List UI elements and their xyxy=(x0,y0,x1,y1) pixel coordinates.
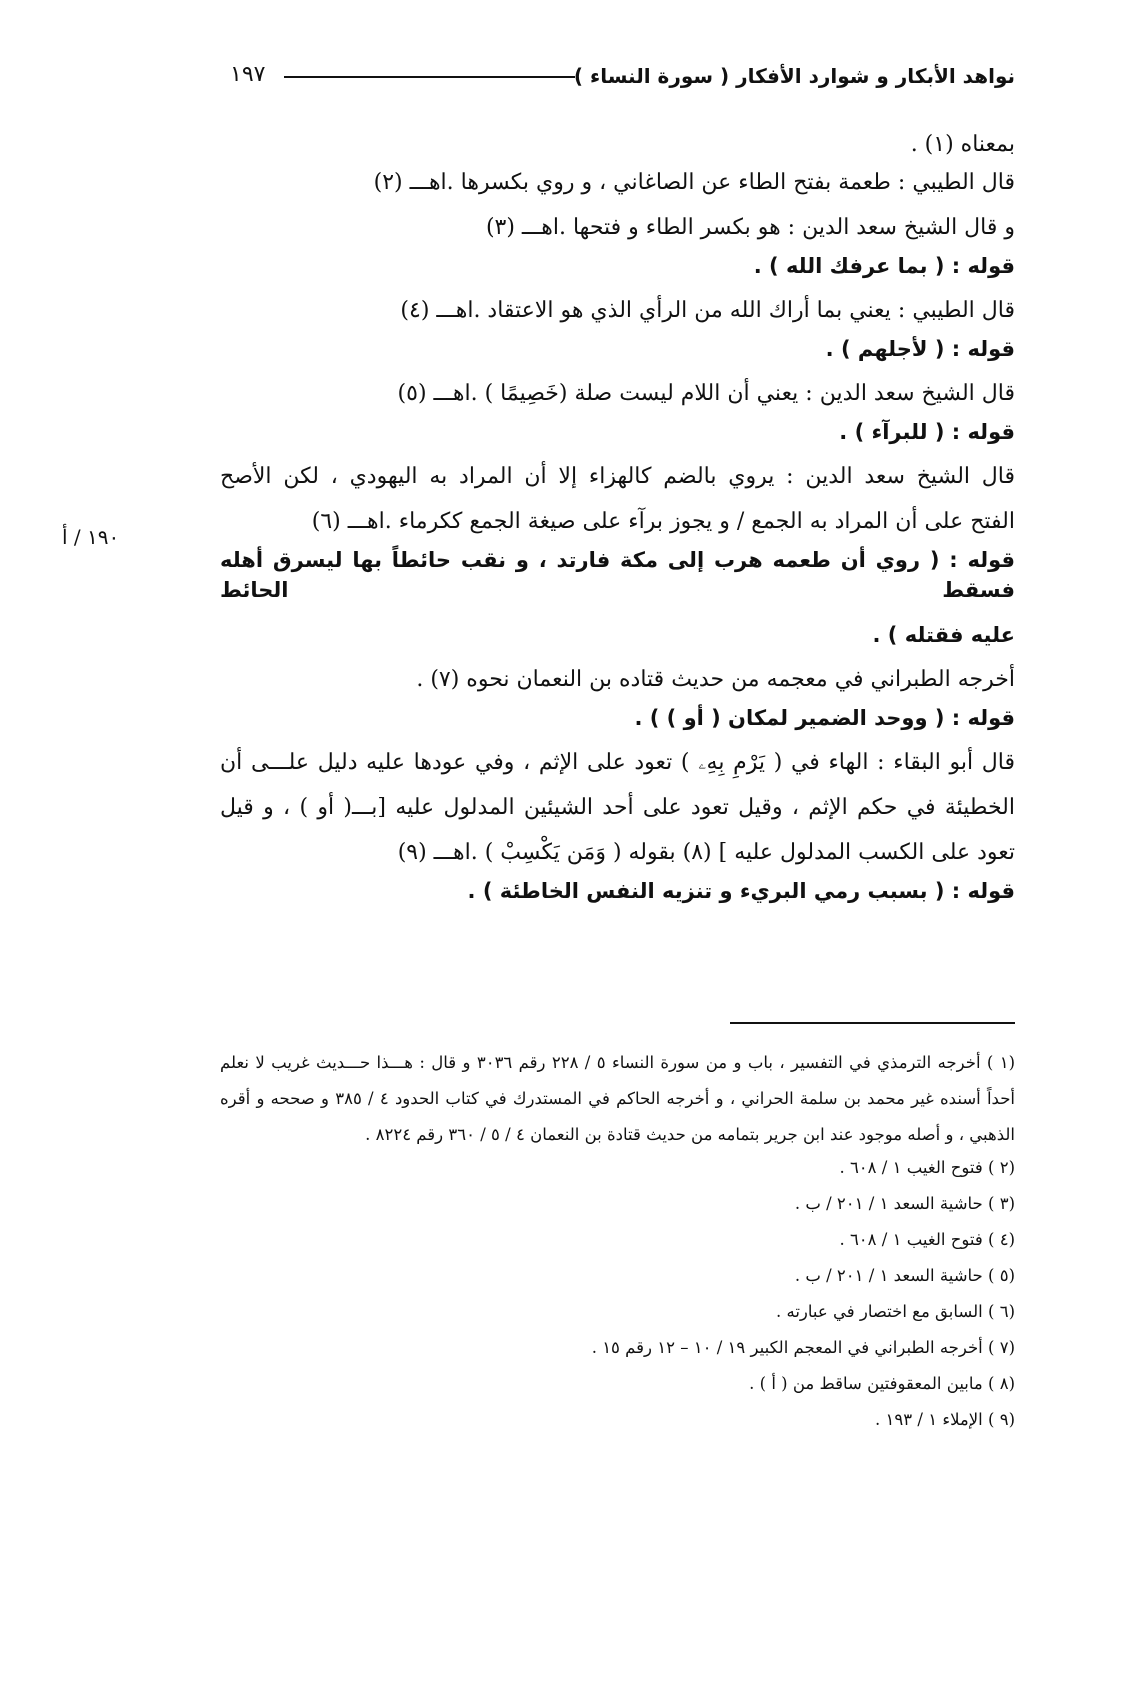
footnote: (٥ ) حاشية السعد ١ / ٢٠١ / ب . xyxy=(794,1266,1015,1285)
quote-heading: قوله : ( للبرآء ) . xyxy=(839,420,1015,444)
header-rule xyxy=(284,76,575,78)
footnote-separator xyxy=(730,1022,1015,1024)
text-line: قال الشيخ سعد الدين : يروي بالضم كالهزاء إلا أن المراد به اليهودي ، لكن الأصح xyxy=(220,464,1015,489)
running-header xyxy=(230,60,1015,96)
footnote: (٧ ) أخرجه الطبراني في المعجم الكبير ١٩ / ١٠ – ١٢ رقم ١٥ . xyxy=(591,1338,1015,1357)
page-number: ١٩٧ xyxy=(230,62,266,87)
quote-heading: قوله : ( لأجلهم ) . xyxy=(825,337,1015,361)
quote-heading-continued: عليه فقتله ) . xyxy=(872,623,1015,647)
text-line: تعود على الكسب المدلول عليه ] (٨) بقوله ( وَمَن يَكْسِبْ ) .اهـــ (٩) xyxy=(397,840,1015,865)
text-line: و قال الشيخ سعد الدين : هو بكسر الطاء و فتحها .اهـــ (٣) xyxy=(485,215,1015,240)
text-line: قال أبو البقاء : الهاء في ( يَرْمِ بِهِۦ ) تعود على الإثم ، وفي عودها عليه دليل علـــى أن xyxy=(220,750,1015,775)
quote-heading: قوله : ( ووحد الضمير لمكان ( أو ) ) . xyxy=(634,706,1015,730)
footnote: (٦ ) السابق مع اختصار في عبارته . xyxy=(775,1302,1015,1321)
footnote: (٨ ) مابين المعقوفتين ساقط من ( أ ) . xyxy=(749,1374,1015,1393)
text-line: قال الطيبي : طعمة بفتح الطاء عن الصاغاني ، و روي بكسرها .اهـــ (٢) xyxy=(373,170,1015,195)
header-title: نواهد الأبكار و شوارد الأفكار ( سورة النساء ) xyxy=(573,64,1015,88)
text-line: بمعناه (١) . xyxy=(910,132,1015,157)
main-text xyxy=(220,130,1015,921)
text-line: قال الشيخ سعد الدين : يعني أن اللام ليست صلة (خَصِيمًا ) .اهـــ (٥) xyxy=(397,381,1015,406)
quote-heading: قوله : ( بسبب رمي البريء و تنزيه النفس الخاطئة ) . xyxy=(467,879,1015,903)
footnote: (٢ ) فتوح الغيب ١ / ٦٠٨ . xyxy=(839,1158,1015,1177)
text-line: أخرجه الطبراني في معجمه من حديث قتاده بن النعمان نحوه (٧) . xyxy=(416,667,1015,692)
footnotes xyxy=(220,1045,1015,1445)
footnote: (٣ ) حاشية السعد ١ / ٢٠١ / ب . xyxy=(794,1194,1015,1213)
quote-heading: قوله : ( روي أن طعمه هرب إلى مكة فارتد ، و نقب حائطاً بها ليسرق أهله فسقط الحائط xyxy=(220,548,1015,602)
text-line: قال الطيبي : يعني بما أراك الله من الرأي الذي هو الاعتقاد .اهـــ (٤) xyxy=(400,298,1015,323)
quote-heading: قوله : ( بما عرفك الله ) . xyxy=(753,254,1015,278)
footnote: (١ ) أخرجه الترمذي في التفسير ، باب و من سورة النساء ٥ / ٢٢٨ رقم ٣٠٣٦ و قال : هـــذا حـــديث غريب لا نعلم أحداً أسنده غير محمد بن سلمة الحراني ، و أخرجه الحاكم في المستدرك في كتاب الحدود ٤ / ٣٨٥ و صححه و أقره الذهبي ، و أصله موجود عند ابن جرير بتمامه من حديث قتادة بن النعمان ٤ / ٥ / ٣٦٠ رقم ٨٢٢٤ . xyxy=(220,1053,1015,1144)
margin-folio-note: ١٩٠ / أ xyxy=(62,525,120,549)
footnote: (٩ ) الإملاء ١ / ١٩٣ . xyxy=(875,1410,1015,1429)
text-line: الخطيئة في حكم الإثم ، وقيل تعود على أحد الشيئين المدلول عليه [بـــ( أو ) ، و قيل xyxy=(220,795,1015,820)
footnote: (٤ ) فتوح الغيب ١ / ٦٠٨ . xyxy=(839,1230,1015,1249)
text-line: الفتح على أن المراد به الجمع / و يجوز برآء على صيغة الجمع ككرماء .اهـــ (٦) xyxy=(311,509,1015,534)
